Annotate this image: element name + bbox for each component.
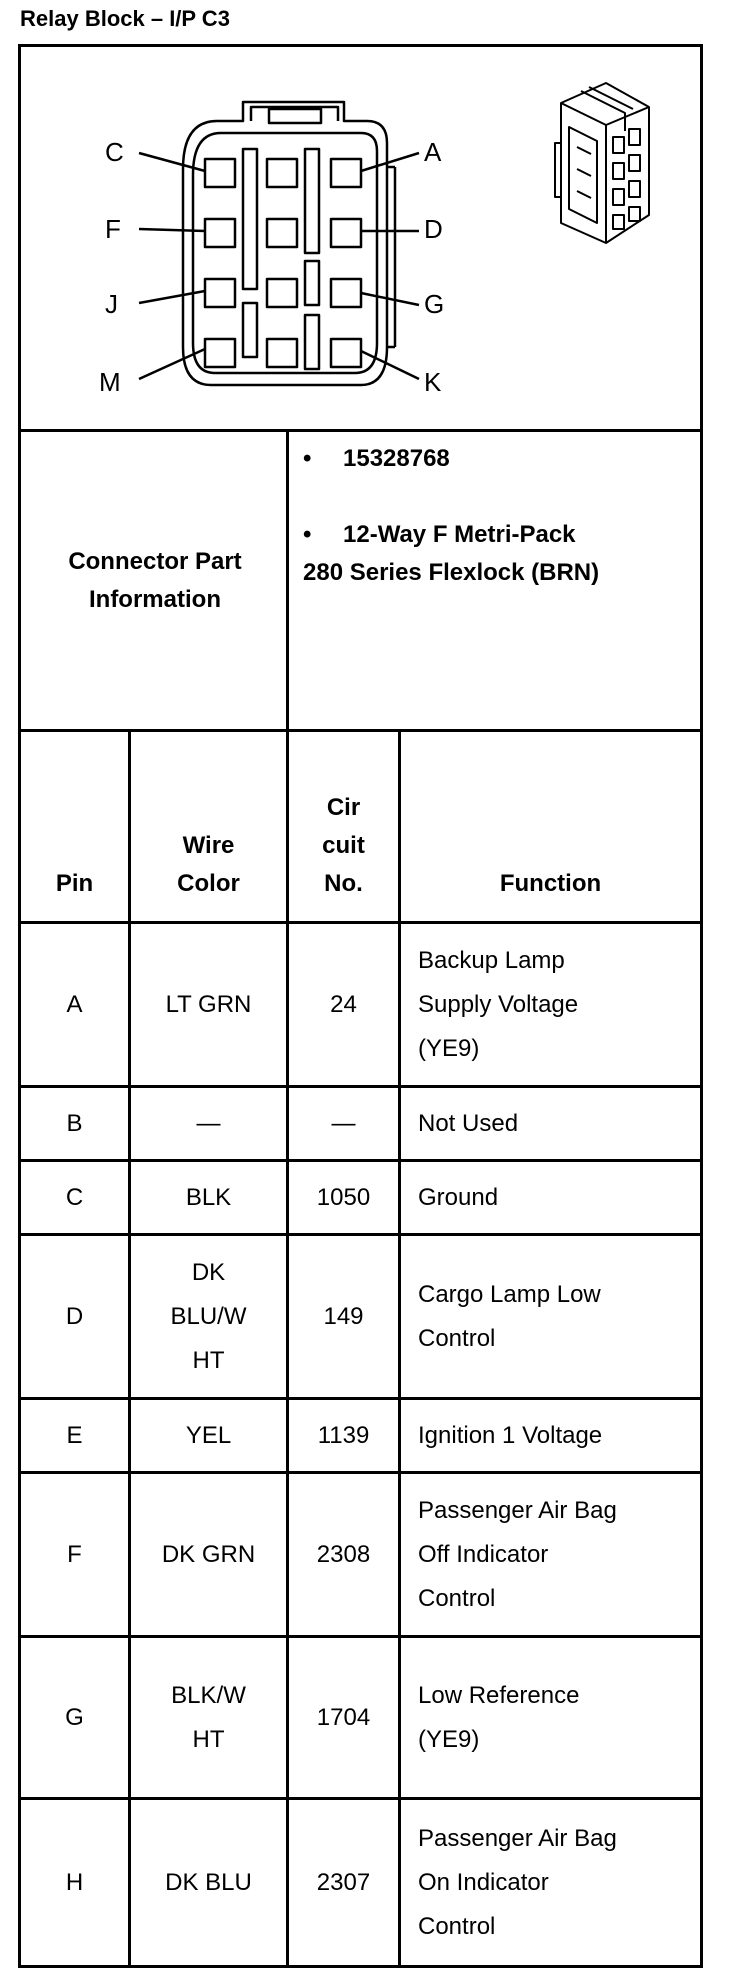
cell-text: 1139 bbox=[317, 1421, 370, 1449]
cell-text: BLK/W bbox=[171, 1681, 246, 1709]
table-cell-circuit bbox=[289, 1162, 398, 1233]
cell-text: Control bbox=[418, 1324, 496, 1352]
table-cell-wire bbox=[131, 1088, 286, 1159]
cavity-11 bbox=[267, 339, 297, 367]
cell-text: 2307 bbox=[316, 1868, 371, 1896]
separator-bar bbox=[305, 149, 319, 253]
table-cell-pin bbox=[21, 1800, 128, 1965]
pin-callout-j: J bbox=[105, 289, 118, 319]
cell-text: Passenger Air Bag bbox=[418, 1496, 617, 1524]
part-number-item bbox=[303, 440, 693, 478]
cell-text: Not Used bbox=[418, 1109, 519, 1137]
table-cell-wire bbox=[131, 1800, 286, 1965]
header-label: Color bbox=[177, 870, 240, 897]
bullet-icon: • bbox=[303, 445, 312, 472]
pin-callout-a: A bbox=[424, 137, 442, 167]
header-function bbox=[401, 732, 700, 921]
cell-text: BLK bbox=[185, 1183, 232, 1211]
cell-text: Control bbox=[418, 1912, 496, 1940]
cell-text: DK bbox=[191, 1258, 226, 1286]
table-cell-pin bbox=[21, 1474, 128, 1635]
table-cell-circuit bbox=[289, 1236, 398, 1397]
cell-text: Control bbox=[418, 1584, 496, 1612]
table-cell-pin bbox=[21, 1162, 128, 1233]
connector-inner-body bbox=[193, 133, 377, 373]
table-cell-circuit bbox=[289, 1088, 398, 1159]
cell-text: Supply Voltage bbox=[418, 990, 579, 1018]
cell-text: H bbox=[65, 1868, 84, 1896]
pin-callout-g: G bbox=[424, 289, 445, 319]
cavity-j bbox=[205, 279, 235, 307]
cell-text: — bbox=[196, 1109, 221, 1137]
cavity-g bbox=[331, 279, 361, 307]
table-cell-function bbox=[401, 1236, 700, 1397]
separator-bar bbox=[305, 261, 319, 305]
connector-description: 12-Way F Metri-Pack bbox=[343, 521, 576, 548]
table-cell-wire bbox=[131, 1400, 286, 1471]
connector-description: 280 Series Flexlock (BRN) bbox=[303, 559, 600, 586]
table-cell-circuit bbox=[289, 1638, 398, 1797]
table-cell-pin bbox=[21, 924, 128, 1085]
table-cell-function bbox=[401, 1088, 700, 1159]
table-cell-wire bbox=[131, 1474, 286, 1635]
table-cell-function bbox=[401, 1474, 700, 1635]
cavity-a bbox=[331, 159, 361, 187]
pin-callout-d: D bbox=[424, 214, 443, 244]
header-pin bbox=[21, 732, 128, 921]
cavity-k bbox=[331, 339, 361, 367]
connector-body bbox=[183, 102, 387, 385]
table-cell-circuit bbox=[289, 924, 398, 1085]
header-label: Cir bbox=[326, 794, 361, 821]
cell-text: LT GRN bbox=[165, 990, 252, 1018]
bullet-icon: • bbox=[303, 521, 312, 548]
table-cell-circuit bbox=[289, 1474, 398, 1635]
header-wire-color bbox=[131, 732, 286, 921]
pin-callout-m: M bbox=[99, 367, 121, 397]
header-label: No. bbox=[324, 870, 363, 897]
label-line: Information bbox=[88, 586, 221, 613]
cell-text: HT bbox=[192, 1346, 225, 1374]
cell-text: Passenger Air Bag bbox=[418, 1824, 617, 1852]
cell-text: 1050 bbox=[316, 1183, 371, 1211]
connector-part-information bbox=[303, 440, 693, 592]
cell-text: DK GRN bbox=[161, 1540, 256, 1568]
cell-text: B bbox=[66, 1109, 83, 1137]
cell-text: 24 bbox=[330, 990, 357, 1018]
cell-text: E bbox=[66, 1421, 83, 1449]
table-cell-function bbox=[401, 924, 700, 1085]
pin-callout-c: C bbox=[105, 137, 124, 167]
cell-text: D bbox=[65, 1302, 84, 1330]
latch-slot bbox=[269, 109, 321, 123]
table-cell-pin bbox=[21, 1638, 128, 1797]
label-line: Connector Part bbox=[68, 548, 242, 575]
cell-text: (YE9) bbox=[418, 1034, 480, 1062]
part-number: 15328768 bbox=[343, 445, 450, 472]
table-cell-function bbox=[401, 1400, 700, 1471]
cell-text: 2308 bbox=[316, 1540, 371, 1568]
separator-bar bbox=[305, 315, 319, 369]
pin-callout-f: F bbox=[105, 214, 121, 244]
table-cell-circuit bbox=[289, 1800, 398, 1965]
cell-text: G bbox=[65, 1703, 84, 1731]
cell-text: Backup Lamp bbox=[418, 946, 565, 974]
cell-text: — bbox=[331, 1109, 356, 1137]
separator-bar bbox=[243, 149, 257, 289]
connector-diagram bbox=[21, 47, 700, 429]
cavity-f bbox=[205, 219, 235, 247]
table-cell-function bbox=[401, 1162, 700, 1233]
cavity-2 bbox=[267, 159, 297, 187]
cell-text: Ignition 1 Voltage bbox=[418, 1421, 603, 1449]
table-cell-wire bbox=[131, 1162, 286, 1233]
cell-text: YEL bbox=[185, 1421, 232, 1449]
table-cell-function bbox=[401, 1638, 700, 1797]
cell-text: 1704 bbox=[316, 1703, 371, 1731]
cell-text: HT bbox=[192, 1725, 225, 1753]
table-cell-pin bbox=[21, 1236, 128, 1397]
table-cell-pin bbox=[21, 1400, 128, 1471]
table-cell-wire bbox=[131, 924, 286, 1085]
cavity-5 bbox=[267, 219, 297, 247]
cell-text: Ground bbox=[418, 1183, 499, 1211]
table-cell-pin bbox=[21, 1088, 128, 1159]
table-cell-wire bbox=[131, 1638, 286, 1797]
cell-text: 149 bbox=[323, 1302, 364, 1330]
cell-text: A bbox=[66, 990, 83, 1018]
cell-text: Low Reference bbox=[418, 1681, 580, 1709]
header-circuit-no bbox=[289, 732, 398, 921]
pin-callout-k: K bbox=[424, 367, 442, 397]
table-cell-circuit bbox=[289, 1400, 398, 1471]
separator-bar bbox=[243, 303, 257, 357]
table-cell-function bbox=[401, 1800, 700, 1965]
cavity-c bbox=[205, 159, 235, 187]
cell-text: BLU/W bbox=[170, 1302, 247, 1330]
cell-text: DK BLU bbox=[165, 1868, 252, 1896]
cell-text: Off Indicator bbox=[418, 1540, 549, 1568]
cell-text: F bbox=[67, 1540, 82, 1568]
cavity-m bbox=[205, 339, 235, 367]
divider bbox=[18, 429, 703, 432]
cell-text: Cargo Lamp Low bbox=[418, 1280, 601, 1308]
connector-part-information-label bbox=[24, 436, 286, 726]
cell-text: On Indicator bbox=[418, 1868, 549, 1896]
header-label: Pin bbox=[55, 870, 94, 897]
table-cell-wire bbox=[131, 1236, 286, 1397]
cell-text: (YE9) bbox=[418, 1725, 480, 1753]
cavity-d bbox=[331, 219, 361, 247]
cavity-8 bbox=[267, 279, 297, 307]
cell-text: C bbox=[65, 1183, 84, 1211]
header-label: Function bbox=[499, 870, 602, 897]
header-label: Wire bbox=[182, 832, 235, 859]
page-title: Relay Block – I/P C3 bbox=[20, 6, 230, 31]
connector-description-item bbox=[303, 516, 693, 554]
header-label: cuit bbox=[322, 832, 365, 859]
connector-3d-view bbox=[555, 83, 649, 243]
